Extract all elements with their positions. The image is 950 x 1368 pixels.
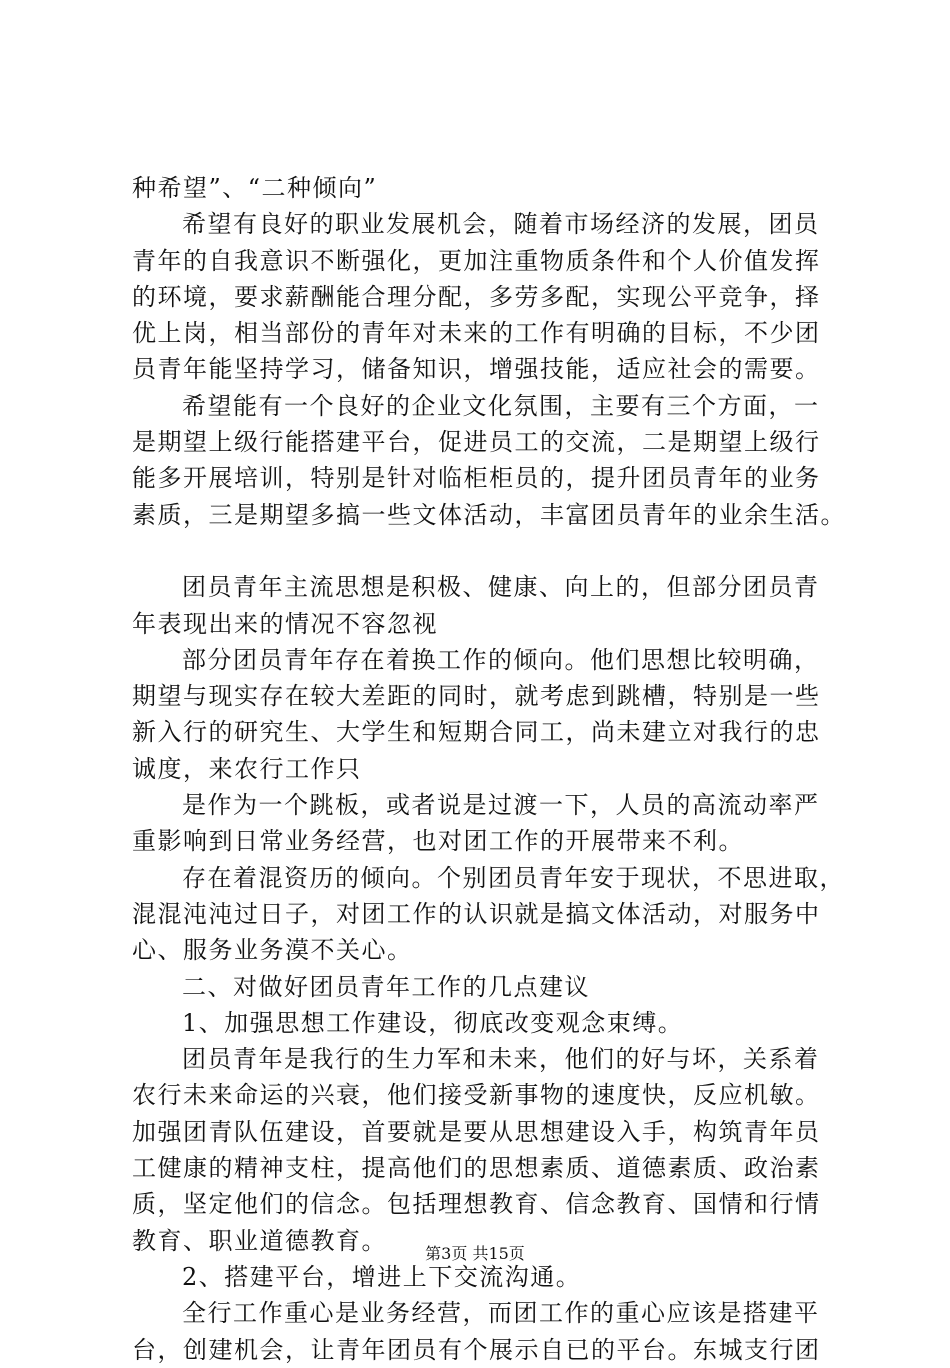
text-line: 是作为一个跳板，或者说是过渡一下，人员的高流动率严 <box>182 791 820 820</box>
text-line: 混混沌沌过日子，对团工作的认识就是搞文体活动，对服务中 <box>132 899 821 928</box>
text-line: 希望能有一个良好的企业文化氛围，主要有三个方面，一 <box>182 391 820 420</box>
text-line: 加强团青队伍建设，首要就是要从思想建设入手，构筑青年员 <box>132 1117 821 1146</box>
text-line: 素质，三是期望多搞一些文体活动，丰富团员青年的业余生活。 <box>132 500 846 529</box>
text-line: 教育、职业道德教育。 <box>132 1226 387 1255</box>
text-line: 工健康的精神支柱，提高他们的思想素质、道德素质、政治素 <box>132 1154 821 1183</box>
text-line: 诚度，来农行工作只 <box>132 754 362 783</box>
text-line: 农行未来命运的兴衰，他们接受新事物的速度快，反应机敏。 <box>132 1081 821 1110</box>
text-line: 优上岗，相当部份的青年对未来的工作有明确的目标，不少团 <box>132 319 821 348</box>
document-body <box>132 170 846 1368</box>
subsection-heading: 2、搭建平台，增进上下交流沟通。 <box>182 1262 582 1291</box>
text-line: 年表现出来的情况不容忽视 <box>132 609 438 638</box>
text-line: 的环境，要求薪酬能合理分配，多劳多配，实现公平竞争，择 <box>132 282 821 311</box>
text-line: 重影响到日常业务经营，也对团工作的开展带来不利。 <box>132 827 744 856</box>
text-line: 青年的自我意识不断强化，更加注重物质条件和个人价值发挥 <box>132 246 821 275</box>
text-line: 存在着混资历的倾向。个别团员青年安于现状，不思进取， <box>182 863 845 892</box>
text-line: 台，创建机会，让青年团员有个展示自已的平台。东城支行团 <box>132 1335 821 1364</box>
text-line: 希望有良好的职业发展机会，随着市场经济的发展，团员 <box>182 210 820 239</box>
paragraph-gap <box>132 533 832 569</box>
text-line: 团员青年是我行的生力军和未来，他们的好与坏，关系着 <box>182 1045 820 1074</box>
section-heading: 二、对做好团员青年工作的几点建议 <box>182 972 590 1001</box>
text-line: 全行工作重心是业务经营，而团工作的重心应该是搭建平 <box>182 1299 820 1328</box>
subsection-heading: 1、加强思想工作建设，彻底改变观念束缚。 <box>182 1008 684 1037</box>
text-line: 能多开展培训，特别是针对临柜柜员的，提升团员青年的业务 <box>132 464 821 493</box>
text-line: 种希望”、“二种倾向” <box>132 174 378 202</box>
text-line: 质，坚定他们的信念。包括理想教育、信念教育、国情和行情 <box>132 1190 821 1219</box>
text-line: 是期望上级行能搭建平台，促进员工的交流，二是期望上级行 <box>132 428 821 457</box>
text-line: 期望与现实存在较大差距的同时，就考虑到跳槽，特别是一些 <box>132 682 821 711</box>
text-line: 心、服务业务漠不关心。 <box>132 936 413 965</box>
text-line: 部分团员青年存在着换工作的倾向。他们思想比较明确， <box>182 645 820 674</box>
text-line: 新入行的研究生、大学生和短期合同工，尚未建立对我行的忠 <box>132 718 821 747</box>
page-number-footer: 第3页 共15页 <box>425 1244 525 1263</box>
text-line: 团员青年主流思想是积极、健康、向上的，但部分团员青 <box>182 573 820 602</box>
text-line: 员青年能坚持学习，储备知识，增强技能，适应社会的需要。 <box>132 355 821 384</box>
